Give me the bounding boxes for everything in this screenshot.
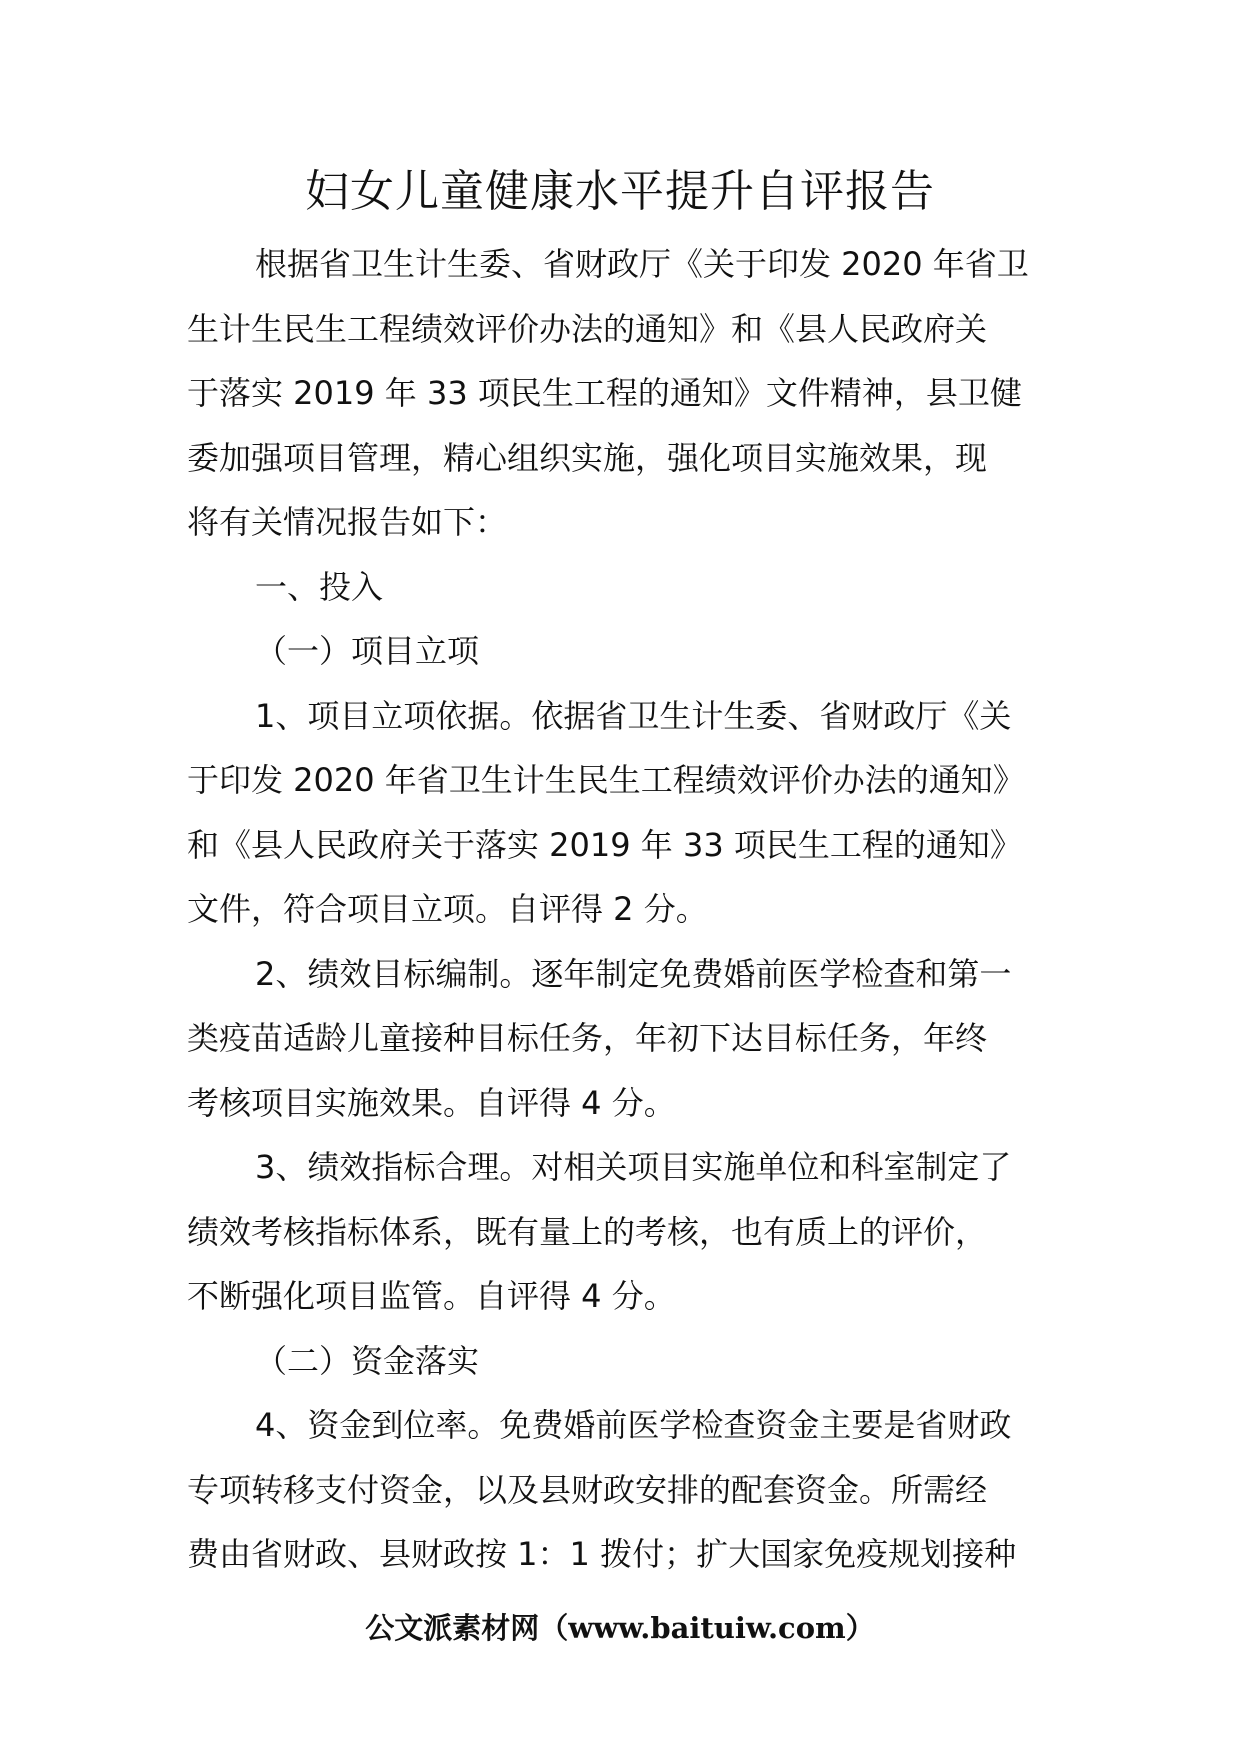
paragraph-line: 3、绩效指标合理。对相关项目实施单位和科室制定了 xyxy=(255,1148,1012,1186)
paragraph-line: 将有关情况报告如下： xyxy=(187,503,508,541)
paragraph-line: 文件，符合项目立项。自评得 2 分。 xyxy=(187,890,708,928)
paragraph-line: 费由省财政、县财政按 1：1 拨付；扩大国家免疫规划接种 xyxy=(187,1535,1017,1573)
section-heading: 一、投入 xyxy=(255,567,384,606)
paragraph-line: 2、绩效目标编制。逐年制定免费婚前医学检查和第一 xyxy=(255,954,1012,993)
subsection-heading: （二）资金落实 xyxy=(255,1341,480,1380)
paragraph-line: 4、资金到位率。免费婚前医学检查资金主要是省财政 xyxy=(255,1406,1012,1444)
document-title: 妇女儿童健康水平提升自评报告 xyxy=(305,166,935,217)
paragraph-line: 1、项目立项依据。依据省卫生计生委、省财政厅《关 xyxy=(255,696,1012,735)
paragraph-line: 生计生民生工程绩效评价办法的通知》和《县人民政府关 xyxy=(187,309,988,348)
paragraph-line: 不断强化项目监管。自评得 4 分。 xyxy=(187,1277,676,1315)
subsection-heading: （一）项目立项 xyxy=(255,632,480,670)
paragraph-line: 于印发 2020 年省卫生计生民生工程绩效评价办法的通知》 xyxy=(187,761,1025,799)
paragraph-line: 和《县人民政府关于落实 2019 年 33 项民生工程的通知》 xyxy=(187,825,1022,864)
paragraph-line: 于落实 2019 年 33 项民生工程的通知》文件精神，县卫健 xyxy=(187,374,1022,412)
paragraph-line: 绩效考核指标体系，既有量上的考核，也有质上的评价， xyxy=(187,1212,988,1251)
paragraph-line: 根据省卫生计生委、省财政厅《关于印发 2020 年省卫 xyxy=(255,245,1029,283)
paragraph-line: 类疫苗适龄儿童接种目标任务，年初下达目标任务，年终 xyxy=(187,1019,988,1057)
paragraph-line: 专项转移支付资金，以及县财政安排的配套资金。所需经 xyxy=(187,1470,988,1509)
footer-watermark: 公文派素材网（www.baituiw.com） xyxy=(365,1611,875,1645)
paragraph-line: 考核项目实施效果。自评得 4 分。 xyxy=(187,1083,676,1122)
document-body xyxy=(187,232,1055,1587)
paragraph-line: 委加强项目管理，精心组织实施，强化项目实施效果，现 xyxy=(187,438,988,477)
